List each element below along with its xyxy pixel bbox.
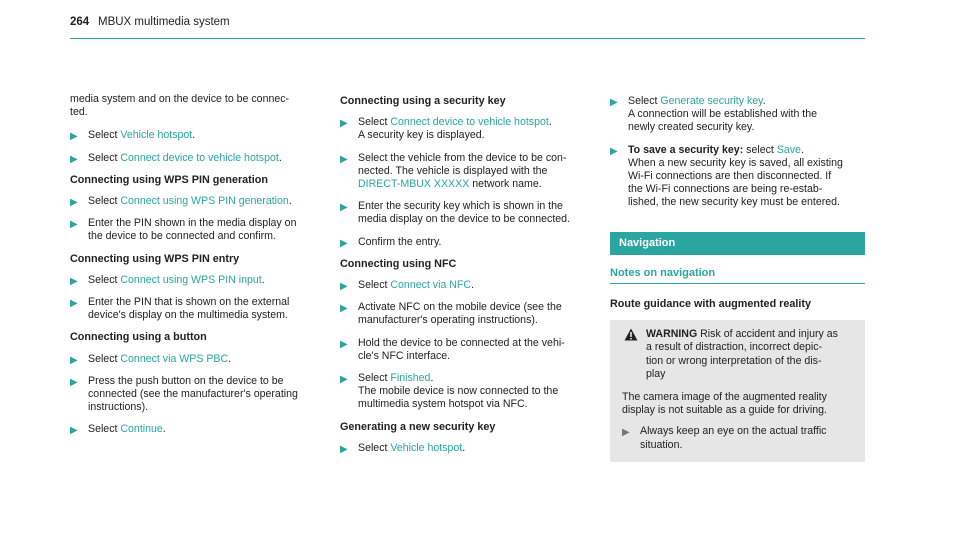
warning-triangle-icon (624, 328, 638, 341)
warning-text: Risk of accident and injury as (697, 328, 838, 341)
instruction-step (340, 279, 600, 292)
instruction-step (70, 195, 326, 208)
menu-option-link[interactable]: Save (776, 143, 801, 156)
step-text: Select (88, 195, 121, 208)
step-text: Hold the device to be connected at the vehi- (358, 336, 565, 349)
triangle-bullet-icon: ▶ (70, 153, 78, 165)
step-text: Press the push button on the device to be (88, 374, 284, 387)
warning-text: a result of distraction, incorrect depic- (646, 341, 823, 354)
menu-option-link[interactable]: Connect via WPS PBC (120, 352, 229, 365)
step-text: Confirm the entry. (358, 235, 442, 248)
menu-option-link[interactable]: Connect device to vehicle hotspot (390, 116, 549, 129)
step-text: Select (628, 95, 661, 107)
step-text: select (743, 143, 777, 156)
instruction-step (70, 353, 326, 366)
warning-text: play (646, 367, 666, 380)
instruction-step (340, 372, 600, 412)
step-text: . (762, 95, 766, 107)
menu-option-link[interactable]: Finished (390, 372, 431, 385)
triangle-bullet-icon: ▶ (622, 427, 630, 439)
heading-wps-pin-entry: Connecting using WPS PIN entry (70, 252, 240, 265)
instruction-step (340, 236, 600, 249)
menu-option-link[interactable]: Continue (120, 423, 163, 436)
step-text: Activate NFC on the mobile device (see the (358, 301, 562, 314)
menu-option-link[interactable]: Connect using WPS PIN generation (120, 195, 289, 208)
intro-line: ted. (70, 106, 88, 119)
instruction-step (340, 337, 600, 363)
warning-heading (622, 328, 855, 381)
warning-step-text: situation. (640, 438, 683, 451)
triangle-bullet-icon: ▶ (340, 281, 348, 293)
step-text: multimedia system hotspot via NFC. (358, 398, 528, 411)
column-1 (70, 93, 326, 446)
triangle-bullet-icon: ▶ (340, 443, 348, 455)
triangle-bullet-icon: ▶ (70, 275, 78, 287)
step-text: connected (see the manufacturer's operating (88, 388, 298, 401)
step-text: . (278, 151, 282, 164)
step-text: manufacturer's operating instructions). (358, 314, 538, 327)
triangle-bullet-icon: ▶ (340, 303, 348, 315)
step-text: Select (358, 279, 391, 292)
triangle-bullet-icon: ▶ (70, 425, 78, 437)
triangle-bullet-icon: ▶ (70, 197, 78, 209)
page-number: 264 (70, 16, 90, 28)
step-text: media display on the device to be connected. (358, 213, 571, 226)
triangle-bullet-icon: ▶ (70, 131, 78, 143)
triangle-bullet-icon: ▶ (340, 202, 348, 214)
warning-label: WARNING (646, 328, 698, 341)
heading-generate-key: Generating a new security key (340, 420, 496, 433)
step-text: Select (88, 273, 121, 286)
instruction-step (340, 301, 600, 327)
step-text: When a new security key is saved, all existing (628, 156, 843, 169)
step-text: Wi-Fi connections are then disconnected. If (628, 170, 832, 183)
warning-body-line: display is not suitable as a guide for driving. (622, 404, 827, 417)
triangle-bullet-icon: ▶ (70, 354, 78, 366)
step-text: nected. The vehicle is displayed with the (358, 164, 548, 177)
step-text: Select (358, 372, 391, 385)
step-text: Select (358, 441, 391, 454)
step-text: device's display on the multimedia system. (88, 309, 288, 322)
warning-body (622, 391, 855, 417)
menu-option-link[interactable]: Vehicle hotspot (390, 441, 463, 454)
step-text: The mobile device is now connected to the (358, 385, 559, 398)
triangle-bullet-icon: ▶ (610, 97, 618, 108)
warning-body-line: The camera image of the augmented reality (622, 391, 827, 404)
step-text: Select (88, 352, 121, 365)
heading-wps-pin-generation: Connecting using WPS PIN generation (70, 173, 268, 186)
step-text: . (471, 279, 475, 292)
navigation-section-bar: Navigation (610, 232, 865, 255)
page-header (70, 16, 865, 39)
triangle-bullet-icon: ▶ (70, 298, 78, 310)
triangle-bullet-icon: ▶ (340, 374, 348, 386)
menu-option-link[interactable]: Vehicle hotspot (120, 129, 193, 142)
step-text: A connection will be established with the (628, 108, 818, 121)
navigation-subheading: Notes on navigation (610, 267, 865, 284)
instruction-step (340, 116, 600, 142)
step-text: Select (358, 116, 391, 129)
triangle-bullet-icon: ▶ (610, 145, 618, 157)
page-title: MBUX multimedia system (98, 16, 230, 28)
step-text: network name. (469, 178, 542, 191)
menu-option-link[interactable]: Generate security key (660, 95, 763, 107)
step-text: the device to be connected and confirm. (88, 230, 276, 243)
menu-option-link[interactable]: Connect via NFC (390, 279, 472, 292)
instruction-step (70, 423, 326, 436)
column-3 (610, 95, 865, 462)
instruction-step (70, 375, 326, 415)
instruction-step (70, 274, 326, 287)
instruction-step (70, 129, 326, 142)
heading-route-guidance: Route guidance with augmented reality (610, 298, 811, 311)
triangle-bullet-icon: ▶ (340, 237, 348, 249)
instruction-step (610, 95, 865, 135)
instruction-step (340, 200, 600, 226)
step-text: . (228, 352, 232, 365)
step-text: . (800, 143, 804, 156)
intro-line: media system and on the device to be connec- (70, 93, 290, 105)
step-text: Select the vehicle from the device to be con- (358, 151, 567, 164)
column-2 (340, 95, 600, 464)
step-text: . (462, 441, 466, 454)
step-text: Select (88, 423, 121, 436)
instruction-step (70, 296, 326, 322)
warning-step-text: Always keep an eye on the actual traffic (640, 425, 827, 438)
step-text: Select (88, 151, 121, 164)
heading-security-key: Connecting using a security key (340, 95, 506, 107)
instruction-step (610, 144, 865, 210)
intro-text (70, 93, 326, 119)
step-text: . (548, 116, 552, 129)
step-text: cle's NFC interface. (358, 349, 451, 362)
menu-option-link[interactable]: Connect using WPS PIN input (120, 273, 262, 286)
step-text: instructions). (88, 401, 149, 414)
instruction-step (70, 217, 326, 243)
step-text: Select (88, 129, 121, 142)
triangle-bullet-icon: ▶ (70, 376, 78, 388)
triangle-bullet-icon: ▶ (340, 118, 348, 130)
instruction-step (340, 442, 600, 455)
menu-option-link[interactable]: DIRECT-MBUX XXXXX (358, 178, 470, 191)
step-text: newly created security key. (628, 121, 755, 134)
step-text: the Wi-Fi connections are being re-estab- (628, 183, 823, 196)
step-text: Enter the PIN shown in the media display on (88, 217, 297, 230)
instruction-step (340, 152, 600, 192)
warning-step (622, 425, 855, 451)
step-text: . (192, 129, 196, 142)
step-text: . (288, 195, 292, 208)
step-text: lished, the new security key must be entered. (628, 196, 840, 209)
triangle-bullet-icon: ▶ (70, 219, 78, 231)
step-text: . (430, 372, 434, 385)
warning-text: tion or wrong interpretation of the dis- (646, 354, 822, 367)
step-text: . (261, 273, 265, 286)
triangle-bullet-icon: ▶ (340, 338, 348, 350)
instruction-step (70, 152, 326, 165)
heading-nfc: Connecting using NFC (340, 257, 457, 270)
step-text: Enter the PIN that is shown on the external (88, 296, 290, 309)
step-text: Enter the security key which is shown in the (358, 200, 563, 213)
heading-connect-button: Connecting using a button (70, 331, 207, 344)
step-bold-lead: To save a security key: (628, 143, 744, 156)
menu-option-link[interactable]: Connect device to vehicle hotspot (120, 151, 279, 164)
warning-box (610, 320, 865, 462)
triangle-bullet-icon: ▶ (340, 153, 348, 165)
step-text: . (162, 423, 166, 436)
step-text: A security key is displayed. (358, 129, 485, 142)
